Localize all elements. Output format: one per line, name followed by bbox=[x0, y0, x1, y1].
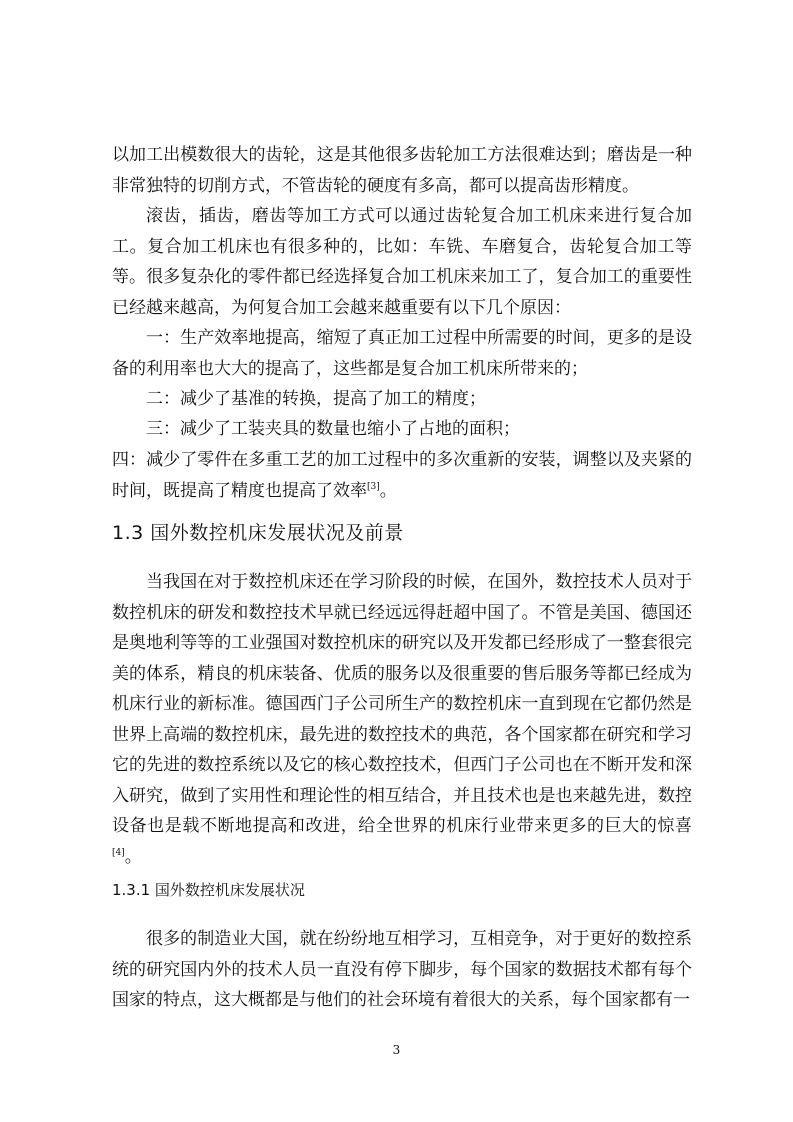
citation-ref: [3] bbox=[367, 481, 380, 492]
paragraph-foreign-cnc-end: 。 bbox=[124, 846, 142, 867]
section-heading-1-3-1: 1.3.1 国外数控机床发展状况 bbox=[112, 881, 305, 899]
reason-item-4 bbox=[112, 445, 692, 506]
paragraph-foreign-cnc-text: 当我国在对于数控机床还在学习阶段的时候，在国外，数控技术人员对于数控机床的研发和数控技术早就已经远远得赶超中国了。不管是美国、德国还是奥地利等等的工业强国对数控机床的研究以及开发都已经形成了一整套很完美的体系，精良的机床装备、优质的服务以及很重要的售后服务等都已经成为机床行业的新标准。德国西门子公司所生产的数控机床一直到现在它都仍然是世界上高端的数控机床，最先进的数控技术的典范，各个国家都在研究和学习它的先进的数控系统以及它的核心数控技术，但西门子公司也在不断开发和深入研究，做到了实用性和理论性的相互结合，并且技术也是也来越先进，数控设备也是载不断地提高和改进，给全世界的机床行业带来更多的巨大的惊喜 bbox=[112, 572, 692, 836]
reason-item-3: 三：减少了工装夹具的数量也缩小了占地的面积； bbox=[146, 419, 520, 439]
page-number: 3 bbox=[392, 1043, 401, 1057]
paragraph-foreign-cnc bbox=[112, 567, 692, 872]
reason-item-4-text: 四：减少了零件在多重工艺的加工过程中的多次重新的安装，调整以及夹紧的时间，既提高了精度也提高了效率 bbox=[112, 450, 692, 501]
section-heading-1-3: 1.3 国外数控机床发展状况及前景 bbox=[112, 522, 404, 544]
paragraph-compound-machining: 滚齿，插齿，磨齿等加工方式可以通过齿轮复合加工机床来进行复合加工。复合加工机床也有很多种的，比如：车铣、车磨复合，齿轮复合加工等等。很多复杂化的零件都已经选择复合加工机床来加工了，复合加工的重要性已经越来越高，为何复合加工会越来越重要有以下几个原因： bbox=[112, 206, 692, 318]
reason-item-4-end: 。 bbox=[379, 480, 397, 501]
citation-ref: [4] bbox=[112, 847, 125, 858]
reason-item-1: 一：生产效率地提高，缩短了真正加工过程中所需要的时间，更多的是设备的利用率也大大的提高了，这些都是复合加工机床所带来的； bbox=[112, 328, 692, 379]
reason-item-2: 二：减少了基准的转换，提高了加工的精度； bbox=[146, 389, 486, 409]
paragraph-foreign-development: 很多的制造业大国，就在纷纷地互相学习，互相竞争，对于更好的数控系统的研究国内外的技术人员一直没有停下脚步，每个国家的数据技术都有每个国家的特点，这大概都是与他们的社会环境有着很大的关系，每个国家都有一 bbox=[112, 929, 692, 1010]
paragraph-gear-methods: 以加工出模数很大的齿轮，这是其他很多齿轮加工方法很难达到；磨齿是一种非常独特的切削方式，不管齿轮的硬度有多高，都可以提高齿形精度。 bbox=[112, 145, 692, 196]
